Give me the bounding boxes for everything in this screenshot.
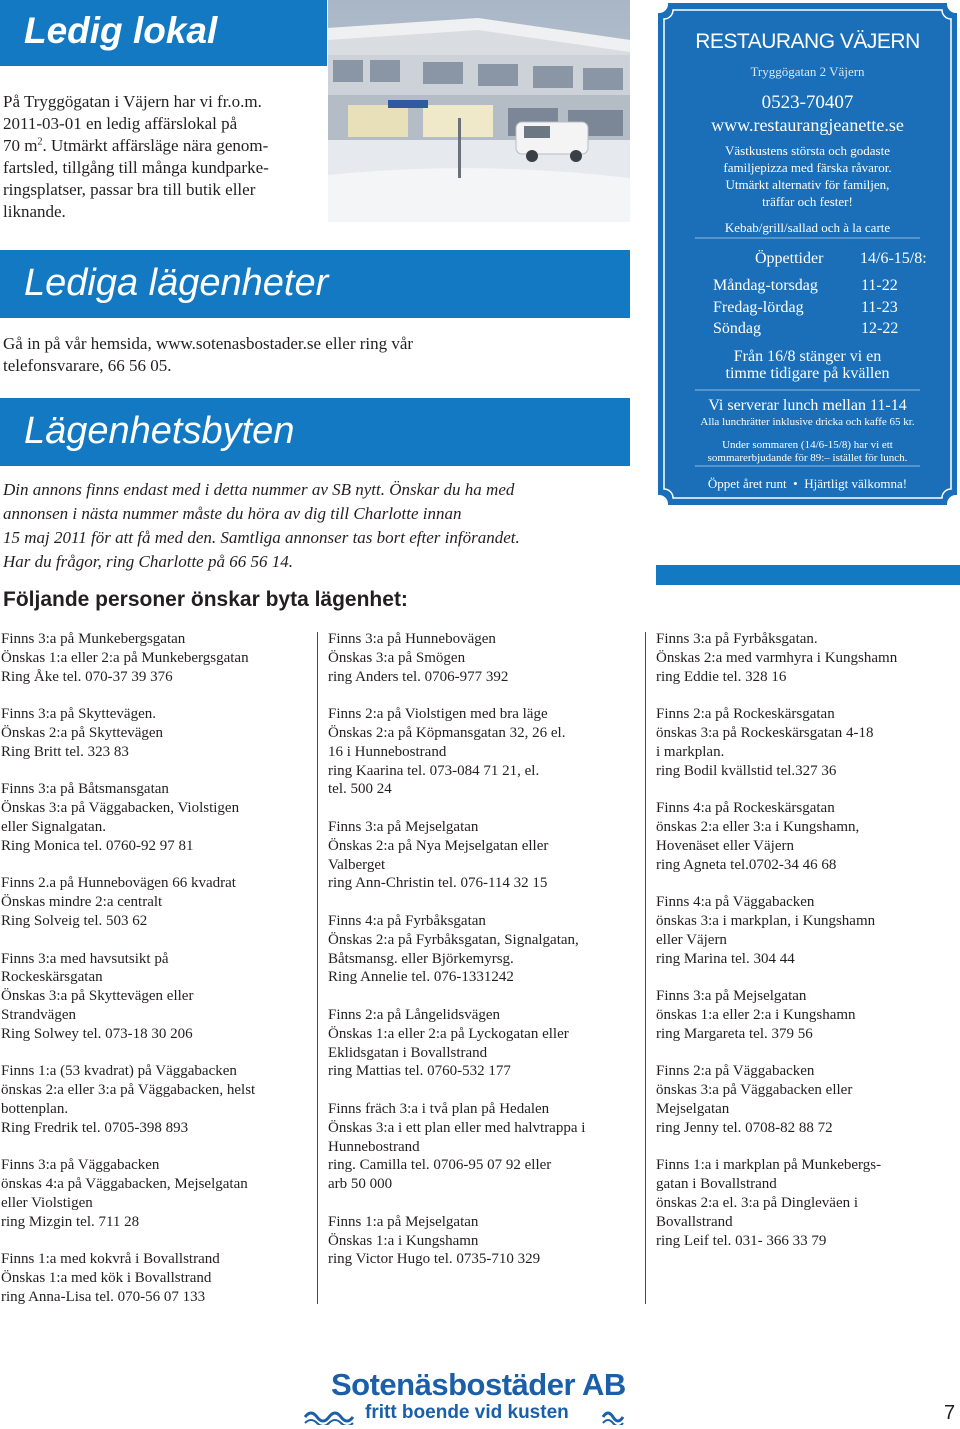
- listing-line: Ring Solwey tel. 073-18 30 206: [1, 1025, 193, 1042]
- listing-line: Önskas 2:a på Skyttevägen: [1, 724, 164, 741]
- logo-name: Sotenäsbostäder AB: [331, 1367, 626, 1402]
- section-subheading: Följande personer önskar byta lägenhet:: [3, 588, 408, 611]
- listing-line: ring Leif tel. 031- 366 33 79: [656, 1232, 827, 1249]
- listing-line: Finns 3:a på Mejselgatan: [656, 988, 807, 1005]
- listing-line: ring Bodil kvällstid tel.327 36: [656, 762, 837, 779]
- listing-line: Önskas 1:a i Kungshamn: [328, 1232, 479, 1249]
- restaurant-ad: [655, 0, 960, 512]
- listing-line: Ring Åke tel. 070-37 39 376: [1, 668, 173, 685]
- ad-address: Tryggögatan 2 Väjern: [750, 64, 865, 79]
- listing-line: Ring Solveig tel. 503 62: [1, 912, 148, 929]
- listing-entry: [1, 1250, 306, 1306]
- listing-line: Finns 2:a på Violstigen med bra läge: [328, 706, 548, 723]
- header-lediga-lagenheter-text: Lediga lägenheter: [24, 262, 329, 304]
- intro-line: fartsled, tillgång till många kundparke-: [3, 158, 269, 177]
- wave-icon: [601, 1405, 631, 1425]
- listing-entry: [656, 1062, 956, 1137]
- listing-line: 16 i Hunnebostrand: [328, 743, 447, 760]
- listing-line: ring Jenny tel. 0708-82 88 72: [656, 1119, 833, 1136]
- listing-line: önskas 4:a på Väggabacken, Mejselgatan: [1, 1176, 248, 1193]
- column-divider: [645, 632, 646, 1304]
- listing-line: arb 50 000: [328, 1176, 393, 1193]
- listing-entry: [328, 912, 633, 987]
- listing-line: ring Marina tel. 304 44: [656, 950, 795, 967]
- listing-line: Rockeskärsgatan: [1, 969, 103, 986]
- listing-line: eller Signalgatan.: [1, 818, 106, 835]
- hemsida-line: telefonsvarare, 66 56 05.: [3, 356, 172, 375]
- listing-line: Ring Monica tel. 0760-92 97 81: [1, 837, 194, 854]
- ad-fran-notice: [655, 348, 960, 382]
- annons-line: 15 maj 2011 för att få med den. Samtliga annonser tas bort efter införandet.: [3, 528, 520, 547]
- listing-entry: [656, 799, 956, 874]
- ad-oppet-aret: Öppet året runt: [707, 476, 787, 491]
- listing-line: Finns 3:a med havsutsikt på: [1, 950, 169, 967]
- listing-entry: [328, 630, 633, 686]
- listing-line: Strandvägen: [1, 1006, 76, 1023]
- listing-line: Finns 2:a på Väggabacken: [656, 1063, 815, 1080]
- ad-oppet-row: [655, 476, 960, 492]
- sotenasbostader-logo: [303, 1367, 633, 1429]
- listing-entry: [1, 874, 306, 930]
- listing-line: eller Violstigen: [1, 1194, 93, 1211]
- listing-line: Finns 1:a i markplan på Munkebergs-: [656, 1157, 882, 1174]
- ad-hours-time: 11-22: [861, 277, 898, 294]
- listing-line: Finns 2:a på Långelidsvägen: [328, 1006, 501, 1023]
- ad-fran-line: timme tidigare på kvällen: [725, 365, 890, 382]
- listing-entry: [1, 780, 306, 855]
- listing-line: eller Väjern: [656, 931, 727, 948]
- logo-tagline: fritt boende vid kusten: [365, 1402, 569, 1423]
- ad-desc-line: Västkustens största och godaste: [724, 143, 890, 158]
- listing-line: önskas 3:a i markplan, i Kungshamn: [656, 912, 876, 929]
- listing-line: i markplan.: [656, 743, 725, 760]
- annons-info-text: [3, 478, 623, 574]
- listing-line: Eklidsgatan i Bovallstrand: [328, 1044, 488, 1061]
- superscript: 2: [37, 136, 43, 148]
- page-number: 7: [944, 1402, 956, 1424]
- listing-entry: [656, 987, 956, 1043]
- listing-entry: [328, 1213, 633, 1269]
- listing-line: önskas 3:a på Rockeskärsgatan 4-18: [656, 724, 874, 741]
- listing-line: önskas 3:a på Väggabacken eller: [656, 1082, 853, 1099]
- ad-phone: 0523-70407: [761, 92, 854, 113]
- listing-line: Hovenäset eller Väjern: [656, 837, 794, 854]
- listing-line: Finns 3:a på Munkebergsgatan: [1, 631, 186, 647]
- listing-line: Finns 3:a på Fyrbåksgatan.: [656, 631, 818, 647]
- ad-sommar-line: Under sommaren (14/6-15/8) har vi ett: [722, 439, 893, 451]
- ad-title: RESTAURANG VÄJERN: [695, 30, 920, 53]
- listing-entry: [1, 1062, 306, 1137]
- listing-line: ring Mattias tel. 0760-532 177: [328, 1063, 511, 1080]
- listing-line: önskas 2:a el. 3:a på Dingleväen i: [656, 1194, 859, 1211]
- listing-line: ring Anders tel. 0706-977 392: [328, 668, 509, 685]
- listing-line: Mejselgatan: [656, 1100, 730, 1117]
- building-photo-illustration: [328, 0, 630, 222]
- listing-line: gatan i Bovallstrand: [656, 1176, 777, 1193]
- listing-line: Finns 4:a på Väggabacken: [656, 894, 815, 911]
- listing-line: Ring Annelie tel. 076-1331242: [328, 969, 514, 986]
- listing-line: önskas 1:a eller 2:a i Kungshamn: [656, 1006, 856, 1023]
- listing-entry: [328, 818, 633, 893]
- header-lagenhetsbyten-text: Lägenhetsbyten: [24, 410, 295, 452]
- ad-sommar: [655, 439, 960, 465]
- column-divider: [317, 632, 318, 1304]
- ad-oppettider-period: 14/6-15/8:: [860, 250, 927, 267]
- listing-line: önskas 2:a eller 3:a i Kungshamn,: [656, 818, 860, 835]
- listing-entry: [1, 1156, 306, 1231]
- listing-entry: [656, 630, 956, 686]
- ad-lunch-note: Alla lunchrätter inklusive dricka och kaffe 65 kr.: [700, 416, 915, 428]
- bullet-icon: •: [789, 476, 801, 491]
- listing-entry: [328, 705, 633, 799]
- intro-line: På Tryggögatan i Väjern har vi fr.o.m.: [3, 92, 262, 111]
- intro-line: 70 m: [3, 136, 38, 155]
- listing-line: Finns 4:a på Fyrbåksgatan: [328, 912, 486, 929]
- ad-desc-line: Utmärkt alternativ för familjen,: [725, 177, 890, 192]
- header-lagenhetsbyten: [0, 398, 630, 466]
- ad-kebab: Kebab/grill/sallad och à la carte: [724, 220, 891, 235]
- listing-line: Önskas 3:a på Skyttevägen eller: [1, 988, 194, 1005]
- listing-entry: [656, 1156, 956, 1250]
- listing-column-3: [656, 630, 956, 1269]
- listing-line: Finns 3:a på Hunnebovägen: [328, 631, 496, 647]
- ad-desc-line: familjepizza med färska råvaror.: [723, 160, 892, 175]
- listing-line: ring Ann-Christin tel. 076-114 32 15: [328, 875, 548, 892]
- listing-entry: [1, 630, 306, 686]
- hemsida-text: [3, 333, 603, 377]
- annons-line: Din annons finns endast med i detta nummer av SB nytt. Önskar du ha med: [3, 480, 515, 499]
- ledig-lokal-text: [3, 91, 323, 223]
- listing-line: ring Margareta tel. 379 56: [656, 1025, 813, 1042]
- ad-hours-day: Fredag-lördag: [713, 299, 804, 316]
- listing-line: Finns 1:a (53 kvadrat) på Väggabacken: [1, 1063, 237, 1080]
- ad-description: [655, 142, 960, 210]
- listing-line: Önskas 1:a eller 2:a på Lyckogatan eller: [328, 1025, 569, 1042]
- ad-valkomna: Hjärtligt välkomna!: [804, 476, 908, 491]
- listing-line: Bovallstrand: [656, 1213, 733, 1230]
- listing-line: Önskas 2:a med varmhyra i Kungshamn: [656, 649, 898, 666]
- listing-line: Önskas 1:a eller 2:a på Munkebergsgatan: [1, 649, 249, 666]
- ad-hours-day: Söndag: [713, 320, 761, 337]
- listing-entry: [656, 705, 956, 780]
- ad-hours-time: 11-23: [861, 299, 898, 316]
- listing-line: Önskas 3:a på Väggabacken, Violstigen: [1, 800, 240, 817]
- ad-hours-time: 12-22: [861, 320, 899, 337]
- listing-line: Finns 3:a på Väggabacken: [1, 1157, 160, 1174]
- listing-line: Hunnebostrand: [328, 1138, 420, 1155]
- listing-line: tel. 500 24: [328, 781, 392, 798]
- ad-website: www.restaurangjeanette.se: [711, 115, 904, 135]
- intro-line: . Utmärkt affärsläge nära genom-: [42, 136, 269, 155]
- listing-line: Finns 3:a på Båtsmansgatan: [1, 781, 169, 798]
- decorative-blue-bar: [656, 565, 960, 585]
- listing-line: Önskas 3:a på Smögen: [328, 649, 466, 666]
- listing-line: Finns fräch 3:a i två plan på Hedalen: [328, 1100, 550, 1117]
- hemsida-line: Gå in på vår hemsida, www.sotenasbostader.se eller ring vår: [3, 334, 414, 353]
- listing-line: Finns 1:a med kokvrå i Bovallstrand: [1, 1251, 220, 1268]
- listing-line: ring Victor Hugo tel. 0735-710 329: [328, 1251, 541, 1268]
- ad-desc-line: träffar och fester!: [762, 194, 853, 209]
- listing-line: Finns 3:a på Mejselgatan: [328, 818, 479, 835]
- listing-line: ring Agneta tel.0702-34 46 68: [656, 856, 837, 873]
- listing-line: Finns 1:a på Mejselgatan: [328, 1213, 479, 1230]
- header-ledig-lokal: [0, 0, 327, 66]
- wave-icon: [303, 1403, 363, 1425]
- listing-line: ring Kaarina tel. 073-084 71 21, el.: [328, 762, 540, 779]
- listing-line: Önskas 3:a i ett plan eller med halvtrappa i: [328, 1119, 586, 1136]
- listing-line: ring. Camilla tel. 0706-95 07 92 eller: [328, 1157, 552, 1174]
- listing-entry: [1, 950, 306, 1044]
- listing-entry: [328, 1006, 633, 1081]
- listing-line: Finns 4:a på Rockeskärsgatan: [656, 800, 835, 817]
- listing-column-2: [328, 630, 633, 1288]
- listing-line: Önskas 2:a på Fyrbåksgatan, Signalgatan,: [328, 931, 579, 948]
- listing-column-1: [1, 630, 306, 1325]
- listing-entry: [1, 705, 306, 761]
- listing-line: ring Eddie tel. 328 16: [656, 668, 787, 685]
- listing-entry: [656, 893, 956, 968]
- listing-line: ring Mizgin tel. 711 28: [1, 1213, 140, 1230]
- listing-line: Önskas mindre 2:a centralt: [1, 894, 163, 911]
- listing-line: bottenplan.: [1, 1100, 69, 1117]
- listing-line: Valberget: [328, 856, 386, 873]
- listing-line: Önskas 2:a på Nya Mejselgatan eller: [328, 837, 549, 854]
- listing-line: Finns 3:a på Skyttevägen.: [1, 706, 156, 723]
- listing-line: önskas 2:a eller 3:a på Väggabacken, helst: [1, 1082, 256, 1099]
- ad-sommar-line: sommarerbjudande för 89:– istället för lunch.: [707, 452, 908, 464]
- listing-line: Ring Britt tel. 323 83: [1, 743, 129, 760]
- header-lediga-lagenheter: [0, 250, 630, 318]
- header-ledig-lokal-text: Ledig lokal: [24, 10, 218, 51]
- ad-fran-line: Från 16/8 stänger vi en: [733, 348, 882, 365]
- listing-line: Båtsmansg. eller Björkemyrsg.: [328, 950, 514, 967]
- building-photo: [328, 0, 630, 222]
- ad-oppettider-label: Öppettider: [755, 250, 824, 267]
- listing-line: Önskas 1:a med kök i Bovallstrand: [1, 1270, 212, 1287]
- listing-line: Finns 2:a på Rockeskärsgatan: [656, 706, 835, 723]
- listing-entry: [328, 1100, 633, 1194]
- listing-line: Önskas 2:a på Köpmansgatan 32, 26 el.: [328, 724, 566, 741]
- intro-line: 2011-03-01 en ledig affärslokal på: [3, 114, 238, 133]
- intro-line: ringsplatser, passar bra till butik eller: [3, 180, 256, 199]
- annons-line: Har du frågor, ring Charlotte på 66 56 14.: [3, 552, 293, 571]
- listing-line: Finns 2.a på Hunnebovägen 66 kvadrat: [1, 875, 236, 892]
- ad-hours-day: Måndag-torsdag: [713, 277, 818, 294]
- listing-line: Ring Fredrik tel. 0705-398 893: [1, 1119, 189, 1136]
- annons-line: annonsen i nästa nummer måste du höra av dig till Charlotte innan: [3, 504, 462, 523]
- intro-line: liknande.: [3, 202, 66, 221]
- ad-lunch: Vi serverar lunch mellan 11-14: [708, 397, 907, 414]
- listing-line: ring Anna-Lisa tel. 070-56 07 133: [1, 1288, 206, 1305]
